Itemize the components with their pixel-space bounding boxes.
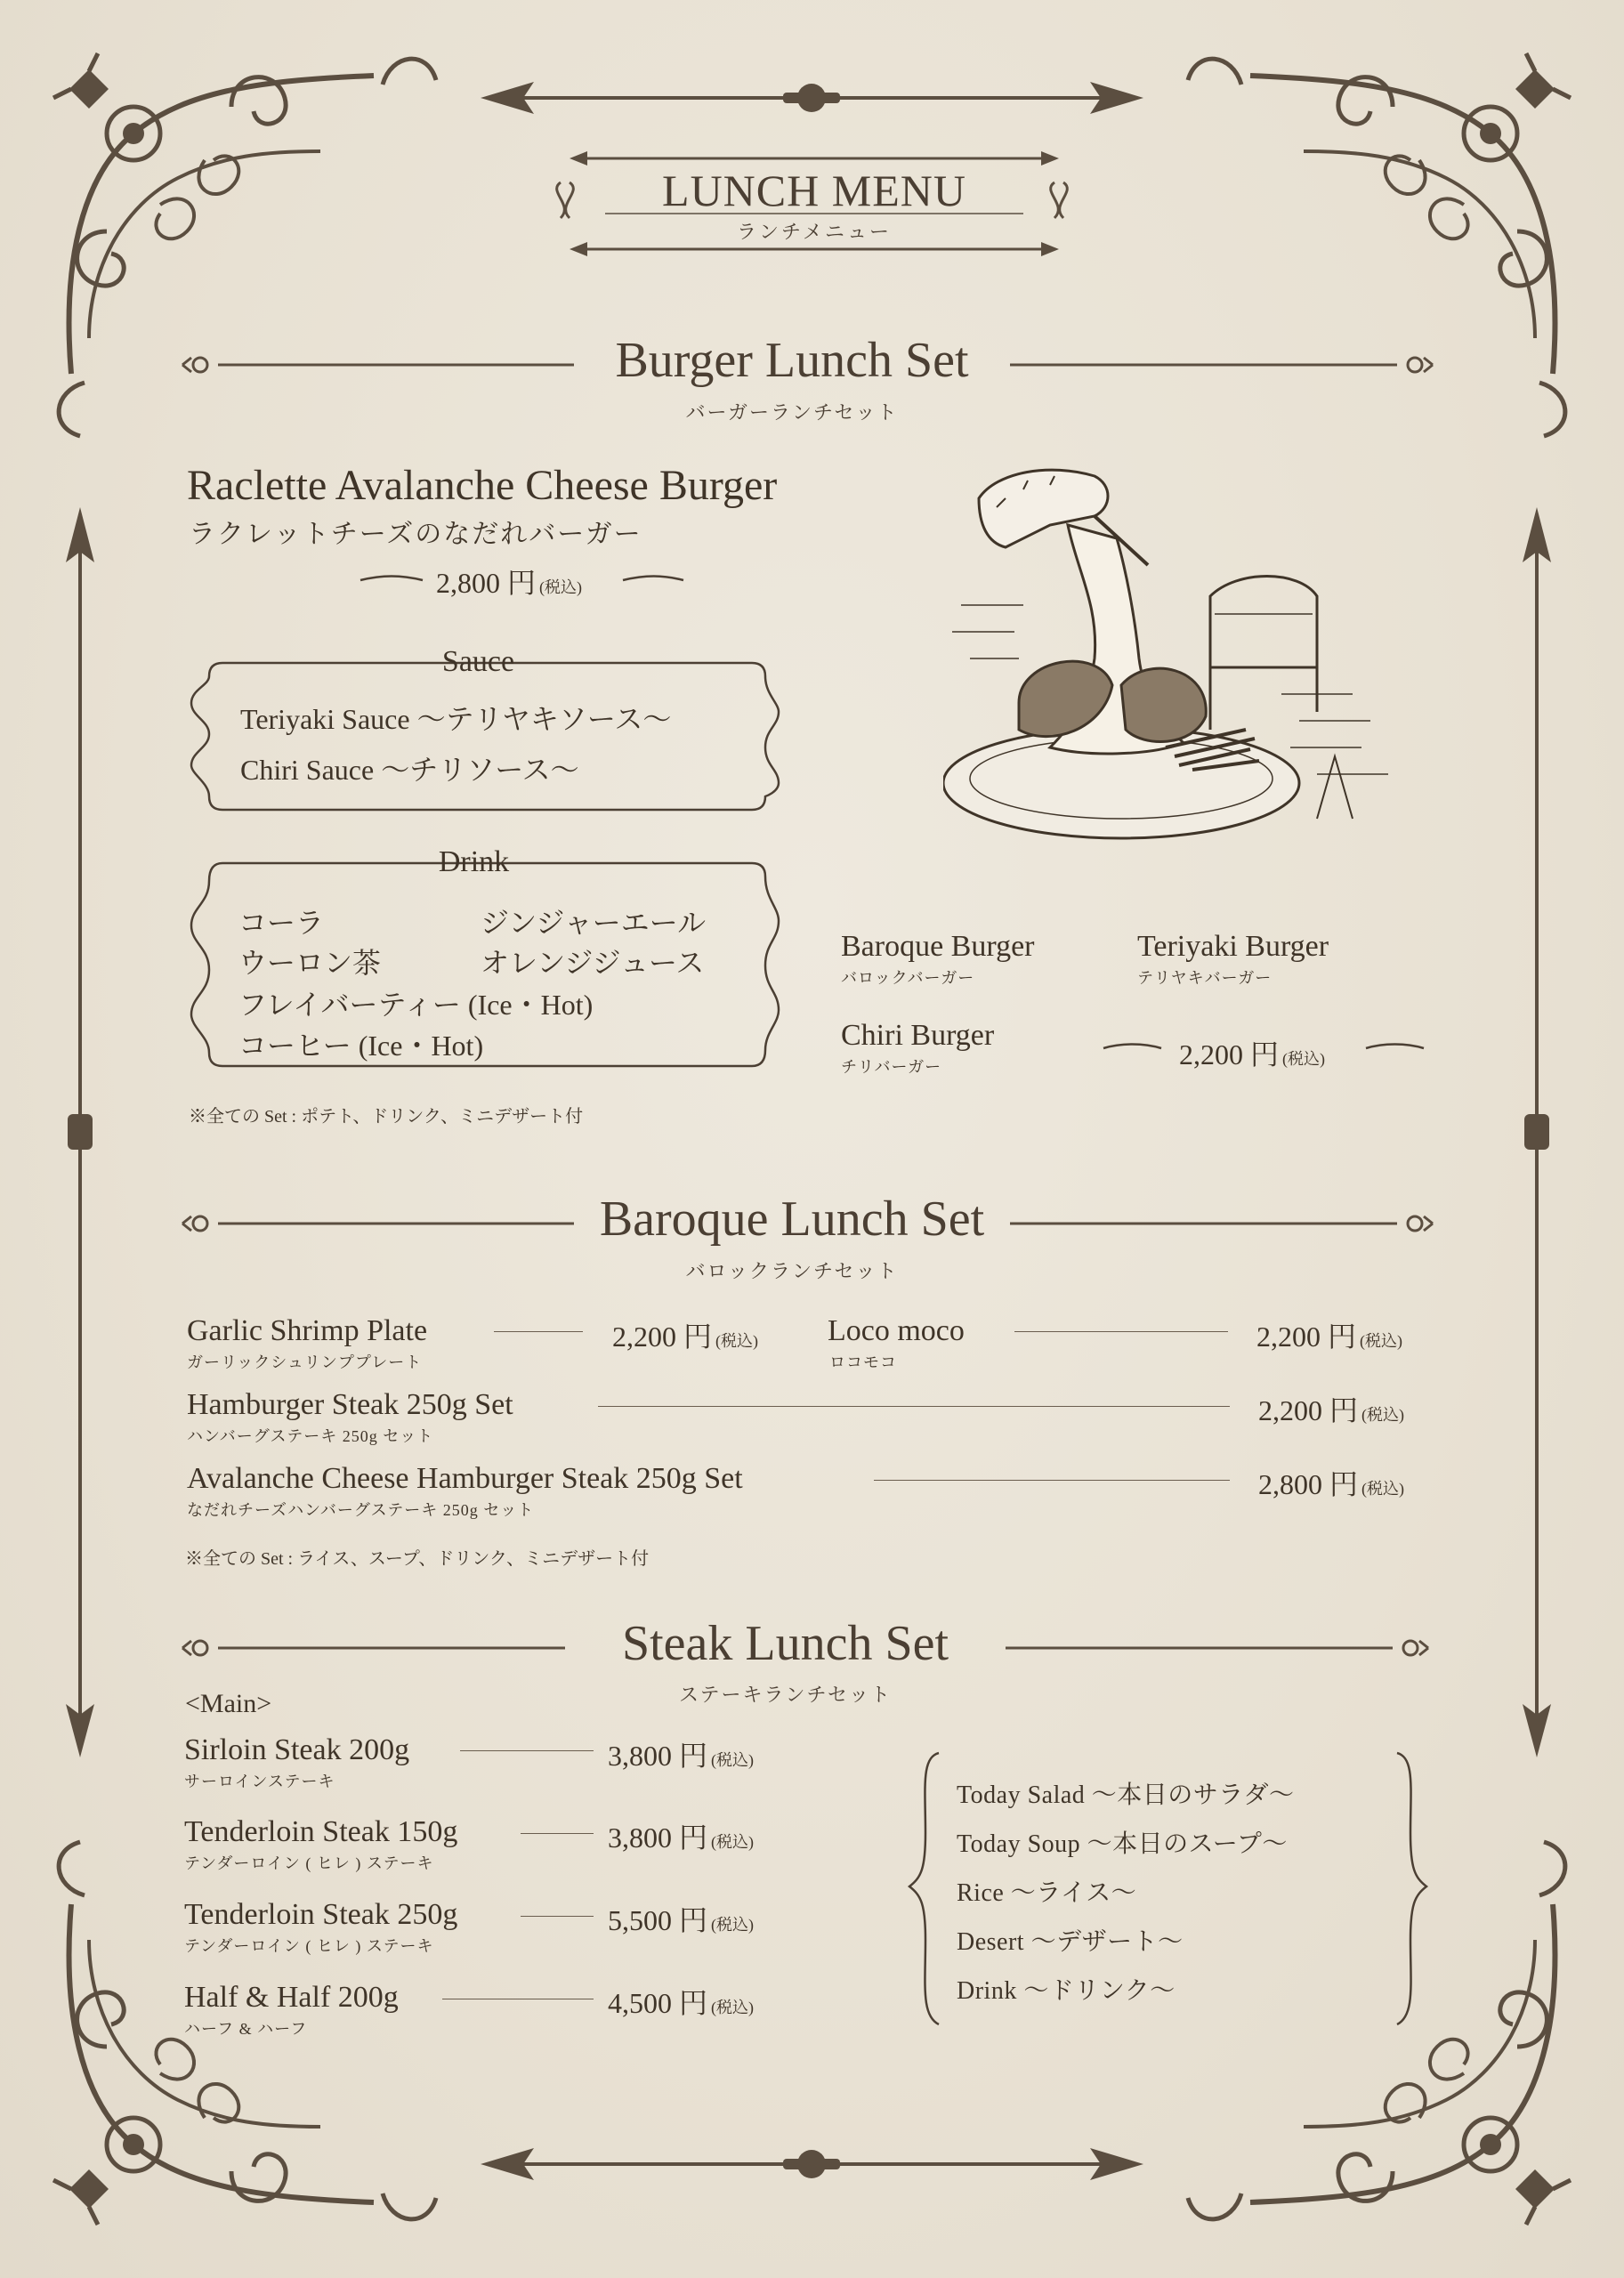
- steak-item-price: 3,800 円: [608, 1822, 708, 1854]
- baroque-item-tax: (税込): [1360, 1332, 1403, 1350]
- burger-item-name-jp: チリバーガー: [841, 1058, 942, 1076]
- drink-box-label: Drink: [438, 845, 510, 878]
- baroque-section-title: Baroque Lunch Set: [599, 1192, 985, 1247]
- drink-item: フレイバーティー (Ice・Hot): [238, 989, 594, 1021]
- leader-line: [460, 1750, 594, 1751]
- baroque-note: ※全ての Set : ライス、スープ、ドリンク、ミニデザート付: [185, 1549, 650, 1569]
- baroque-item-name-jp: ガーリックシュリンププレート: [187, 1353, 423, 1371]
- steak-item-tax: (税込): [711, 1751, 755, 1769]
- sauce-box-label: Sauce: [441, 645, 515, 678]
- sauce-item: Chiri Sauce 〜チリソース〜: [240, 754, 579, 786]
- sauce-item: Teriyaki Sauce 〜テリヤキソース〜: [240, 703, 672, 735]
- baroque-item-tax: (税込): [715, 1332, 759, 1350]
- baroque-item-name-jp: なだれチーズハンバーグステーキ 250g セット: [187, 1501, 535, 1519]
- burger-item-name-jp: テリヤキバーガー: [1137, 969, 1273, 987]
- drink-item: オレンジジュース: [481, 947, 705, 979]
- leader-line: [521, 1833, 594, 1834]
- baroque-item-name: Avalanche Cheese Hamburger Steak 250g Set: [187, 1462, 743, 1495]
- menu-title: LUNCH MENU: [662, 166, 966, 215]
- steak-item-price-row: [608, 1815, 754, 1856]
- drink-item: コーラ: [238, 907, 325, 939]
- baroque-item-name-jp: ロコモコ: [829, 1353, 897, 1371]
- steak-item-tax: (税込): [711, 1999, 755, 2016]
- featured-burger-name: Raclette Avalanche Cheese Burger: [187, 462, 778, 509]
- baroque-item-name: Garlic Shrimp Plate: [187, 1314, 428, 1347]
- baroque-item-tax: (税込): [1361, 1406, 1405, 1424]
- menu-subtitle: ランチメニュー: [736, 221, 893, 243]
- steak-include-item: Today Salad 〜本日のサラダ〜: [957, 1781, 1295, 1809]
- steak-item-price-row: [608, 1898, 754, 1939]
- burger-section-title: Burger Lunch Set: [615, 333, 969, 388]
- burger-item-name-jp: バロックバーガー: [841, 969, 975, 987]
- steak-main-label: <Main>: [185, 1689, 272, 1718]
- steak-section-subtitle: ステーキランチセット: [678, 1684, 893, 1706]
- steak-item-name-jp: テンダーロイン ( ヒレ ) ステーキ: [184, 1854, 434, 1872]
- burger-others-price: 2,200 円: [1179, 1038, 1280, 1070]
- steak-include-item: Desert 〜デザート〜: [957, 1928, 1184, 1956]
- steak-item-name: Tenderloin Steak 250g: [184, 1898, 458, 1931]
- steak-item-tax: (税込): [711, 1916, 755, 1934]
- leader-line: [521, 1916, 594, 1917]
- baroque-item-price: 2,200 円: [1258, 1394, 1359, 1426]
- baroque-item-price: 2,200 円: [1256, 1321, 1357, 1353]
- leader-line: [494, 1331, 583, 1332]
- steak-section-title: Steak Lunch Set: [621, 1616, 949, 1671]
- drink-item: ウーロン茶: [238, 947, 382, 979]
- featured-burger-price: 2,800 円: [436, 567, 537, 599]
- baroque-section-subtitle: バロックランチセット: [685, 1260, 899, 1282]
- steak-include-item: Rice 〜ライス〜: [957, 1879, 1137, 1907]
- featured-burger-name-jp: ラクレットチーズのなだれバーガー: [189, 520, 642, 549]
- cheese-burger-illustration-icon: [943, 463, 1406, 890]
- baroque-item-name: Hamburger Steak 250g Set: [187, 1388, 513, 1421]
- baroque-item-tax: (税込): [1361, 1480, 1405, 1498]
- baroque-item-price-row: [1256, 1314, 1402, 1355]
- baroque-item-price-row: [612, 1314, 758, 1355]
- steak-item-price-row: [608, 1733, 754, 1774]
- burger-item-name: Baroque Burger: [841, 930, 1035, 963]
- leader-line: [874, 1480, 1230, 1481]
- burger-others-price-row: [1179, 1032, 1325, 1073]
- steak-item-name: Sirloin Steak 200g: [184, 1733, 410, 1766]
- steak-item-name-jp: ハーフ & ハーフ: [184, 2020, 308, 2038]
- steak-item-name-jp: テンダーロイン ( ヒレ ) ステーキ: [184, 1937, 434, 1955]
- leader-line: [1014, 1331, 1228, 1332]
- burger-item-name: Teriyaki Burger: [1137, 930, 1329, 963]
- baroque-item-price: 2,200 円: [612, 1321, 713, 1353]
- steak-include-item: Today Soup 〜本日のスープ〜: [957, 1830, 1288, 1858]
- burger-section-subtitle: バーガーランチセット: [685, 401, 899, 424]
- steak-item-price: 3,800 円: [608, 1740, 708, 1772]
- baroque-item-name-jp: ハンバーグステーキ 250g セット: [187, 1427, 434, 1445]
- steak-item-tax: (税込): [711, 1833, 755, 1851]
- drink-item: コーヒー (Ice・Hot): [238, 1030, 484, 1062]
- baroque-item-price: 2,800 円: [1258, 1468, 1359, 1500]
- baroque-item-price-row: [1258, 1462, 1404, 1503]
- steak-include-item: Drink 〜ドリンク〜: [957, 1977, 1176, 2005]
- baroque-item-name: Loco moco: [828, 1314, 965, 1347]
- featured-burger-price-row: [436, 561, 582, 602]
- leader-line: [598, 1406, 1230, 1407]
- drink-item: ジンジャーエール: [481, 907, 707, 939]
- steak-item-name: Tenderloin Steak 150g: [184, 1815, 458, 1848]
- burger-note: ※全ての Set : ポテト、ドリンク、ミニデザート付: [189, 1107, 584, 1127]
- steak-item-name-jp: サーロインステーキ: [184, 1773, 335, 1790]
- steak-item-price-row: [608, 1981, 754, 2022]
- baroque-item-price-row: [1258, 1388, 1404, 1429]
- steak-item-price: 4,500 円: [608, 1987, 708, 2019]
- burger-others-tax: (税込): [1282, 1050, 1326, 1068]
- burger-item-name: Chiri Burger: [841, 1019, 995, 1052]
- featured-burger-tax: (税込): [539, 578, 583, 596]
- steak-item-price: 5,500 円: [608, 1904, 708, 1936]
- steak-item-name: Half & Half 200g: [184, 1981, 399, 2014]
